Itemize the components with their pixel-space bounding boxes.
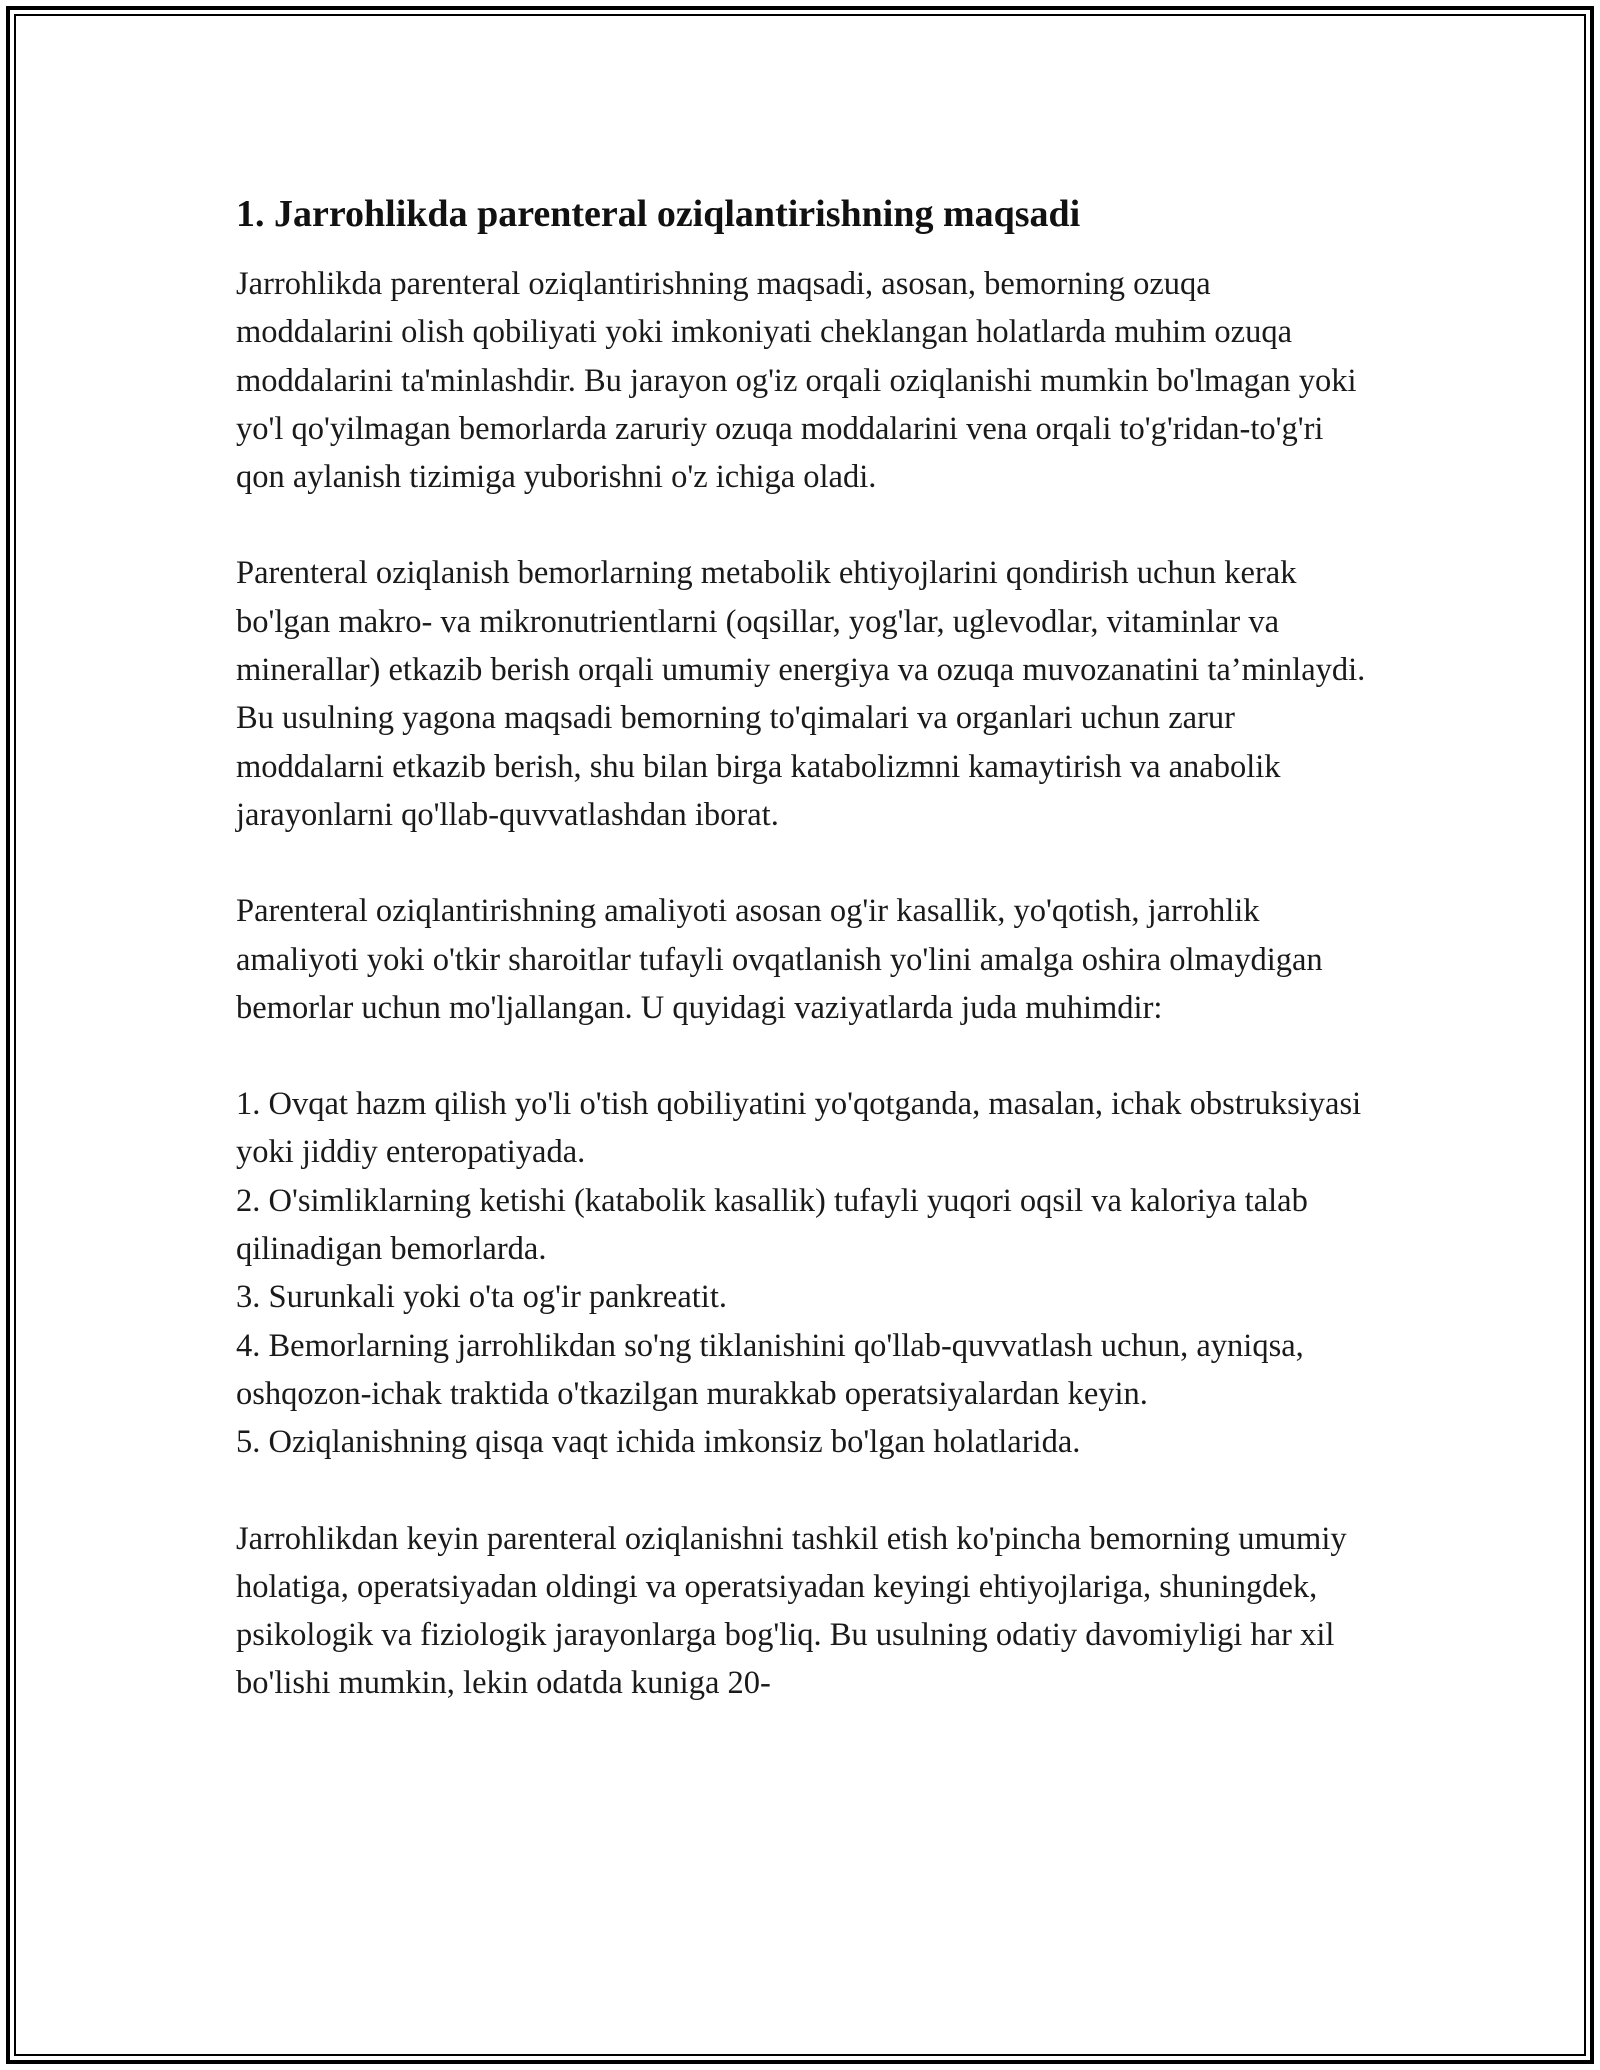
section-heading: 1. Jarrohlikda parenteral oziqlantirishning maqsadi (236, 193, 1081, 235)
list-item: 2. O'simliklarning ketishi (katabolik kasallik) tufayli yuqori oqsil va kaloriya talab qilinadigan bemorlarda. (236, 1182, 1308, 1268)
paragraph-indications: Parenteral oziqlantirishning amaliyoti asosan og'ir kasallik, yo'qotish, jarrohlik amaliyoti yoki o'tkir sharoitlar tufayli ovqatlanish yo'lini amalga oshira olmaydigan bemorlar uchun mo'ljallangan. U quyidagi vaziyatlarda juda muhimdir: (236, 893, 1323, 1026)
list-item: 5. Oziqlanishning qisqa vaqt ichida imkonsiz bo'lgan holatlarida. (236, 1424, 1081, 1461)
paragraph-nutrients: Parenteral oziqlanish bemorlarning metabolik ehtiyojlarini qondirish uchun kerak bo'lgan makro- va mikronutrientlarni (oqsillar, yog'lar, uglevodlar, vitaminlar va minerallar) etkazib berish orqali umumiy energiya va ozuqa muvozanatini ta’minlaydi. Bu usulning yagona maqsadi bemorning to'qimalari va organlari uchun zarur moddalarni etkazib berish, shu bilan birga katabolizmni kamaytirish va anabolik jarayonlarni qo'llab-quvvatlashdan iborat. (236, 555, 1366, 833)
list-item: 1. Ovqat hazm qilish yo'li o'tish qobiliyatini yo'qotganda, masalan, ichak obstruksiyasi yoki jiddiy enteropatiyada. (236, 1086, 1362, 1171)
list-item: 4. Bemorlarning jarrohlikdan so'ng tiklanishini qo'llab-quvvatlash uchun, ayniqsa, oshqozon-ichak traktida o'tkazilgan murakkab operatsiyalardan keyin. (236, 1327, 1304, 1412)
paragraph-purpose: Jarrohlikda parenteral oziqlantirishning maqsadi, asosan, bemorning ozuqa moddalarini olish qobiliyati yoki imkoniyati cheklangan holatlarda muhim ozuqa moddalarini ta'minlashdir. Bu jarayon og'iz orqali oziqlanishi mumkin bo'lmagan yoki yo'l qo'yilmagan bemorlarda zaruriy ozuqa moddalarini vena orqali to'g'ridan-to'g'ri qon aylanish tizimiga yuborishni o'z ichiga oladi. (236, 266, 1357, 496)
document-body (236, 186, 1371, 1756)
indications-list (236, 1080, 1371, 1466)
list-item: 3. Surunkali yoki o'ta og'ir pankreatit. (236, 1279, 727, 1316)
paragraph-closing: Jarrohlikdan keyin parenteral oziqlanishni tashkil etish ko'pincha bemorning umumiy holatiga, operatsiyadan oldingi va operatsiyadan keyingi ehtiyojlariga, shuningdek, psikologik va fiziologik jarayonlarga bog'liq. Bu usulning odatiy davomiyligi har xil bo'lishi mumkin, lekin odatda kuniga 20- (236, 1520, 1347, 1702)
